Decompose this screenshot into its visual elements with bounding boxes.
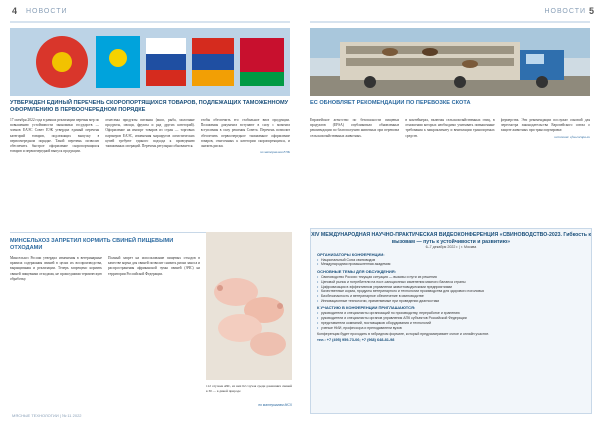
article-column: Полный запрет на использование пищевых отходов в качестве корма для свиней позволит снизить риски заноса и распространения африканской чумы свиней (АЧС) на территории Российской Федерации. [108,256,200,276]
participation-heading: К УЧАСТИЮ В КОНФЕРЕНЦИИ ПРИГЛАШАЮТСЯ: [317,305,416,311]
article-body [10,118,290,228]
organizer-item: • Национальный Союз свиноводов [321,258,585,263]
conference-date-place: 6–7 декабря 2022 г. | г. Москва [425,245,477,249]
article-column: Европейское агентство по безопасности пищевых продуктов (EFSA) опубликовало обновленные рекомендации по благополучию животных при перевозке сельскохозяйственных животных. [310,118,400,138]
article-column-text: фермерства. Эти рекомендации послужат основой для пересмотра законодательства Европейского союза о защите животных при транспортировке. [500,118,590,133]
article-body [310,118,590,218]
article-column: в контейнерах, включая сельскохозяйственных птиц, в отношении которых необходимо учитывать повышенные требования к микроклимату и вентиляции транспортных средств. [405,118,495,138]
article-source: источник: efsa.europa.eu [554,134,590,139]
participant-item: • руководители и специалисты органов управления АПК субъектов Российской Федерации [321,316,585,321]
article-source: по материалам ЕЭК [260,150,290,155]
page-number: 5 [588,6,594,16]
header-divider [10,21,290,23]
header-divider [310,21,590,23]
livestock-truck-photo [310,28,590,96]
conference-announcement [310,228,592,414]
photo-caption: 112 случаев АЧС, из них 62 случая среди домашних свиней в 30 — в дикой природе [206,384,292,393]
article-headline: МИНСЕЛЬХОЗ ЗАПРЕТИЛ КОРМИТЬ СВИНЕЙ ПИЩЕВЫМИ ОТХОДАМИ [10,238,174,251]
page-footer: МЯСНЫЕ ТЕХНОЛОГИИ | № 11 2022 [12,413,82,418]
organizers-heading: ОРГАНИЗАТОРЫ КОНФЕРЕНЦИИ: [317,251,385,257]
topic-item: • Цифровизация в эффективном управлении животноводческими предприятиями [321,285,585,290]
section-header: НОВОСТИ [26,8,68,15]
article-headline: УТВЕРЖДЕН ЕДИНЫЙ ПЕРЕЧЕНЬ СКОРОПОРТЯЩИХСЯ ТОВАРОВ, ПОДЛЕЖАЩИХ ТАМОЖЕННОМУ ОФОРМЛЕНИЮ В ПЕРВООЧЕРЕДНОМ ПОРЯДКЕ [10,100,289,113]
article-column: Минсельхоз России утвердил изменения в ветеринарные правила содержания свиней в целях их воспроизводства, выращивания и реализации. Теперь запрещено кормить свиней пищевыми отходами, не прошедшими термическую обработку. [10,256,102,281]
conference-title: XIV МЕЖДУНАРОДНАЯ НАУЧНО-ПРАКТИЧЕСКАЯ ВИДЕОКОНФЕРЕНЦИЯ «СВИНОВОДСТВО-2023. Гибкость к вызовам — путь к устойчивости и развитию» [311,232,591,245]
article-column-text: чтобы обеспечить его стабильное ввоз продукции. Положения документа вступают в силу с момента вступления в силу решения Совета. Перечень позволит обеспечить первоочередное таможенное оформление товаров, отнесенных к категории скоропортящихся, и снизить риски. [200,118,290,149]
article-column: 17 октября 2022 года в рамках реализации перечня мер по повышению устойчивости экономики государств — членов ЕАЭС Совет ЕЭК утвердил единый перечень категорий товаров, подлежащих выпуску в первоочередном порядке. Такой перечень позволит обеспечить быстрое оформление скоропортящихся товаров и первоочередной выпуск продукции. [10,118,100,154]
right-page [300,0,600,424]
topic-item: • Биобезопасность и ветеринарное обеспечение в свиноводстве [321,294,585,299]
organizer-item: • Международная промышленная академия [321,262,585,267]
article-column: отнесены продукты питания (мясо, рыба, молочные продукты, овощи, фрукты и ряд других категорий). Оформление на импорт товаров из стран — торговых партнеров ЕАЭС, изменения маршрутов логистических цепей требуют единого подхода к проведению таможенных операций. Перечень регулярно обновляется. [105,118,195,149]
topic-item: • Свиноводство России: текущая ситуация — вызовы и пути их решения [321,275,585,280]
section-header: НОВОСТИ [544,8,586,15]
article-body [10,256,200,406]
participant-item: • руководители и специалисты организаций по производству, переработке и хранению [321,311,585,316]
conference-contact: тел.: +7 (495) 959-73-06; +7 (968) 648-81-98 [317,338,395,343]
article-headline: ЕС ОБНОВЛЯЕТ РЕКОМЕНДАЦИИ ПО ПЕРЕВОЗКЕ СКОТА [310,100,471,106]
participant-item: • представители компаний, поставщиков оборудования и технологий [321,321,585,326]
article-source: по материалам МСХ [258,403,292,407]
article-column [501,118,590,218]
topics-heading: ОСНОВНЫЕ ТЕМЫ ДЛЯ ОБСУЖДЕНИЯ: [317,269,396,275]
topic-item: • Качественные корма, продукты ветеринарного и технологии производства для здорового поголовья [321,289,585,294]
page-number: 4 [12,6,18,16]
participant-item: • ученые НИИ, профессора и преподаватели вузов [321,326,585,331]
topic-item: • Инновационные технологии, применяемые при проведении диагностики [321,299,585,304]
piglets-photo [206,232,292,380]
article-column [201,118,290,228]
topic-item: • Ценовой рынок и потребители на пост-санкционных изменения мясного баланса страны [321,280,585,285]
eaeu-flags-photo [10,28,290,96]
conference-format-note: Конференция будет проходить в гибридном формате, который предусматривает очное и онлайн участие. [317,332,490,337]
